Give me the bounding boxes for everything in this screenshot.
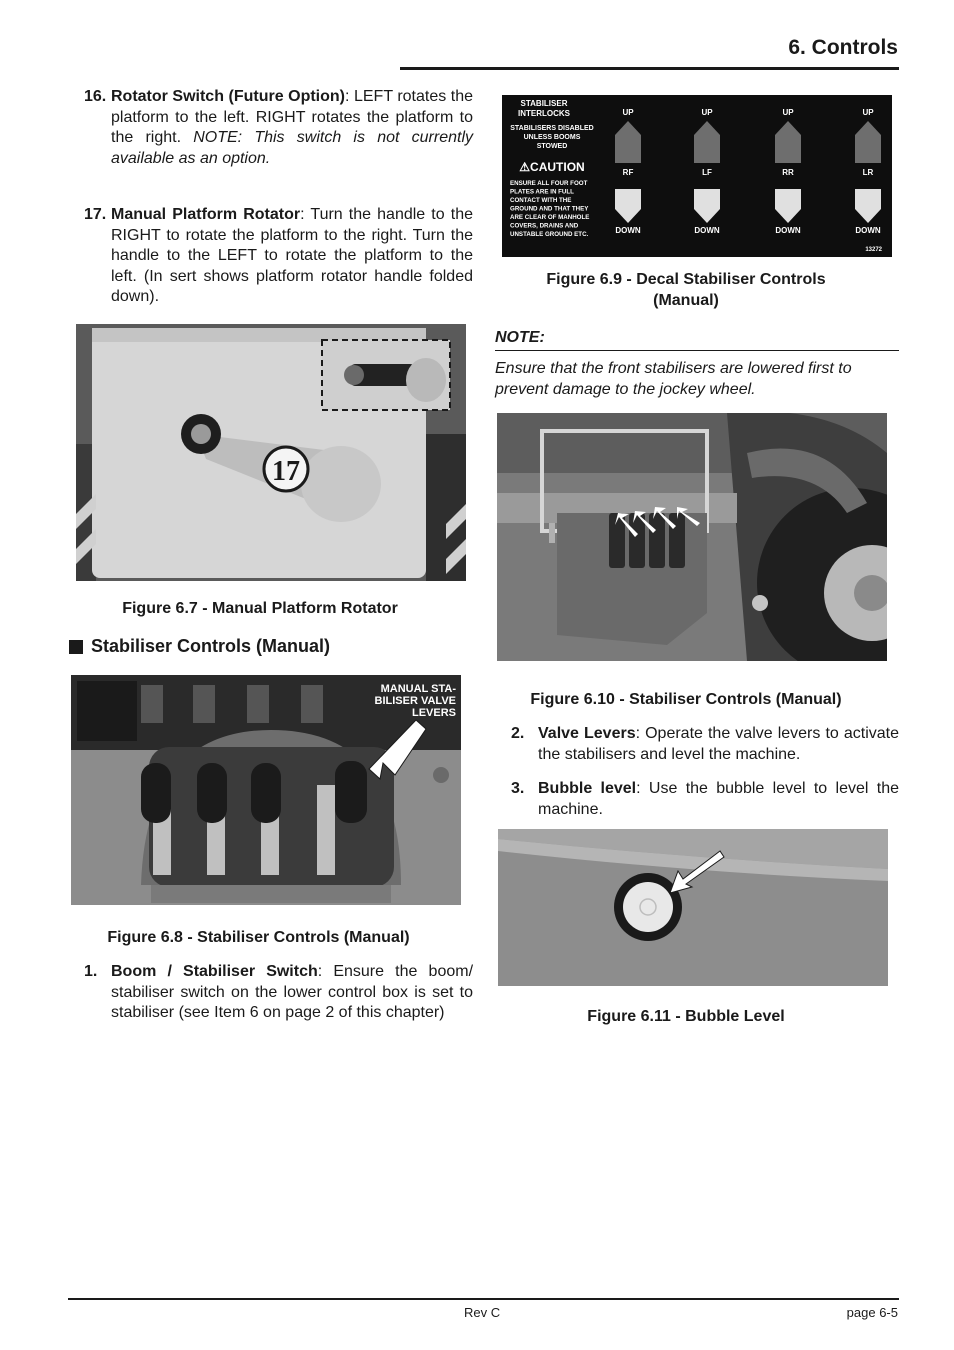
decal-position-label: LR [862,168,874,177]
item-body [538,779,899,820]
item-body [111,87,473,169]
decal-title-line2: INTERLOCKS [518,109,570,118]
decal-down-label: DOWN [855,226,881,235]
list-item-2 [511,724,899,768]
figure-6-9-decal [502,95,892,257]
list-item-17 [84,205,473,309]
list-item-16 [84,87,473,191]
item-text: : LEFT rotates the platform to the left. RIGHT rotates the platform to the right. [111,88,474,147]
list-item-3 [511,779,899,823]
note-body: Ensure that the front stabilisers are lowered first to prevent damage to the jockey wheel. [495,360,852,398]
item-label: Boom / Stabiliser Switch [111,963,318,980]
figure-6-7-image [76,324,466,581]
item-body [111,205,473,308]
footer-divider [68,1298,899,1300]
item-note: NOTE: This switch is not currently available as an option. [111,129,473,167]
figure-6-9-caption [495,269,877,311]
decal-up-label: UP [862,108,874,117]
item-text: : Operate the valve levers to activate the stabilisers and level the machine. [538,725,900,763]
decal-disabled-line3: STOWED [536,143,568,150]
item-body [111,962,473,1024]
decal-warning-line: PLATES ARE IN FULL [510,188,574,196]
item-number: 2. [511,725,525,742]
item-label: Manual Platform Rotator [111,206,301,223]
decal-warning-line: ENSURE ALL FOUR FOOT [510,180,588,187]
figure-6-10-caption: Figure 6.10 - Stabiliser Controls (Manual) [530,691,842,708]
item-label: Bubble level [538,780,637,797]
decal-warning-line: GROUND AND THAT THEY [510,205,589,213]
decal-position-label: RR [782,168,794,177]
decal-code: 13272 [865,247,882,253]
decal-down-label: DOWN [615,226,641,235]
item-text: : Ensure the boom/ stabiliser switch on the lower control box is set to stabiliser (see Item 6 on page 2 of this chapter) [111,963,474,1022]
decal-warning-line: ARE CLEAR OF MANHOLE [510,214,590,221]
section-heading-text: Stabiliser Controls (Manual) [91,636,331,656]
item-text: : Turn the handle to the RIGHT to rotate the platform to the right. Turn the handle to the LEFT to rotate the platform to the left. (In sert shows platform rotator handle folded down). [111,206,474,306]
figure-6-8-label-line3: LEVERS [411,707,456,719]
square-bullet-icon [69,640,83,654]
item-number: 17. [84,206,107,223]
header-divider [400,67,899,70]
decal-disabled-line2: UNLESS BOOMS [523,134,581,141]
chapter-title: 6. Controls [788,36,898,59]
decal-down-label: DOWN [775,226,801,235]
item-body [538,724,899,765]
decal-warning-line: UNSTABLE GROUND ETC. [510,231,589,238]
figure-6-8-caption: Figure 6.8 - Stabiliser Controls (Manual) [107,929,410,946]
item-number: 3. [511,780,525,797]
figure-6-11-caption: Figure 6.11 - Bubble Level [587,1008,785,1025]
figure-6-9-caption-line1: Figure 6.9 - Decal Stabiliser Controls [546,271,826,288]
footer-page-number: page 6-5 [846,1305,898,1320]
decal-up-label: UP [701,108,713,117]
section-heading [69,636,330,657]
decal-caution: ⚠CAUTION [519,160,585,174]
figure-6-10-image [497,413,887,661]
callout-17: 17 [272,456,300,487]
decal-position-label: LF [702,168,712,177]
figure-6-8-image [71,675,461,905]
decal-up-label: UP [622,108,634,117]
decal-warning-line: CONTACT WITH THE [510,197,572,204]
figure-6-8-label-line2: BILISER VALVE [374,695,456,707]
figure-6-7-caption: Figure 6.7 - Manual Platform Rotator [122,600,398,617]
figure-6-9-caption-line2: (Manual) [653,292,719,309]
figure-6-8-label-line1: MANUAL STA- [380,683,456,695]
item-label: Rotator Switch (Future Option) [111,88,345,105]
item-number: 1. [84,963,98,980]
item-text: : Use the bubble level to level the machine. [538,780,900,818]
decal-up-label: UP [782,108,794,117]
list-item-1 [84,962,473,1046]
item-label: Valve Levers [538,725,636,742]
figure-6-11-image [498,829,888,986]
decal-position-label: RF [622,168,634,177]
decal-title-line1: STABILISER [520,99,568,108]
footer-revision: Rev C [464,1305,501,1320]
decal-disabled-line1: STABILISERS DISABLED [510,125,594,132]
note-divider [495,350,899,351]
note-title: NOTE: [495,329,545,346]
decal-warning-line: COVERS, DRAINS AND [510,222,579,230]
decal-down-label: DOWN [694,226,720,235]
item-number: 16. [84,88,107,105]
